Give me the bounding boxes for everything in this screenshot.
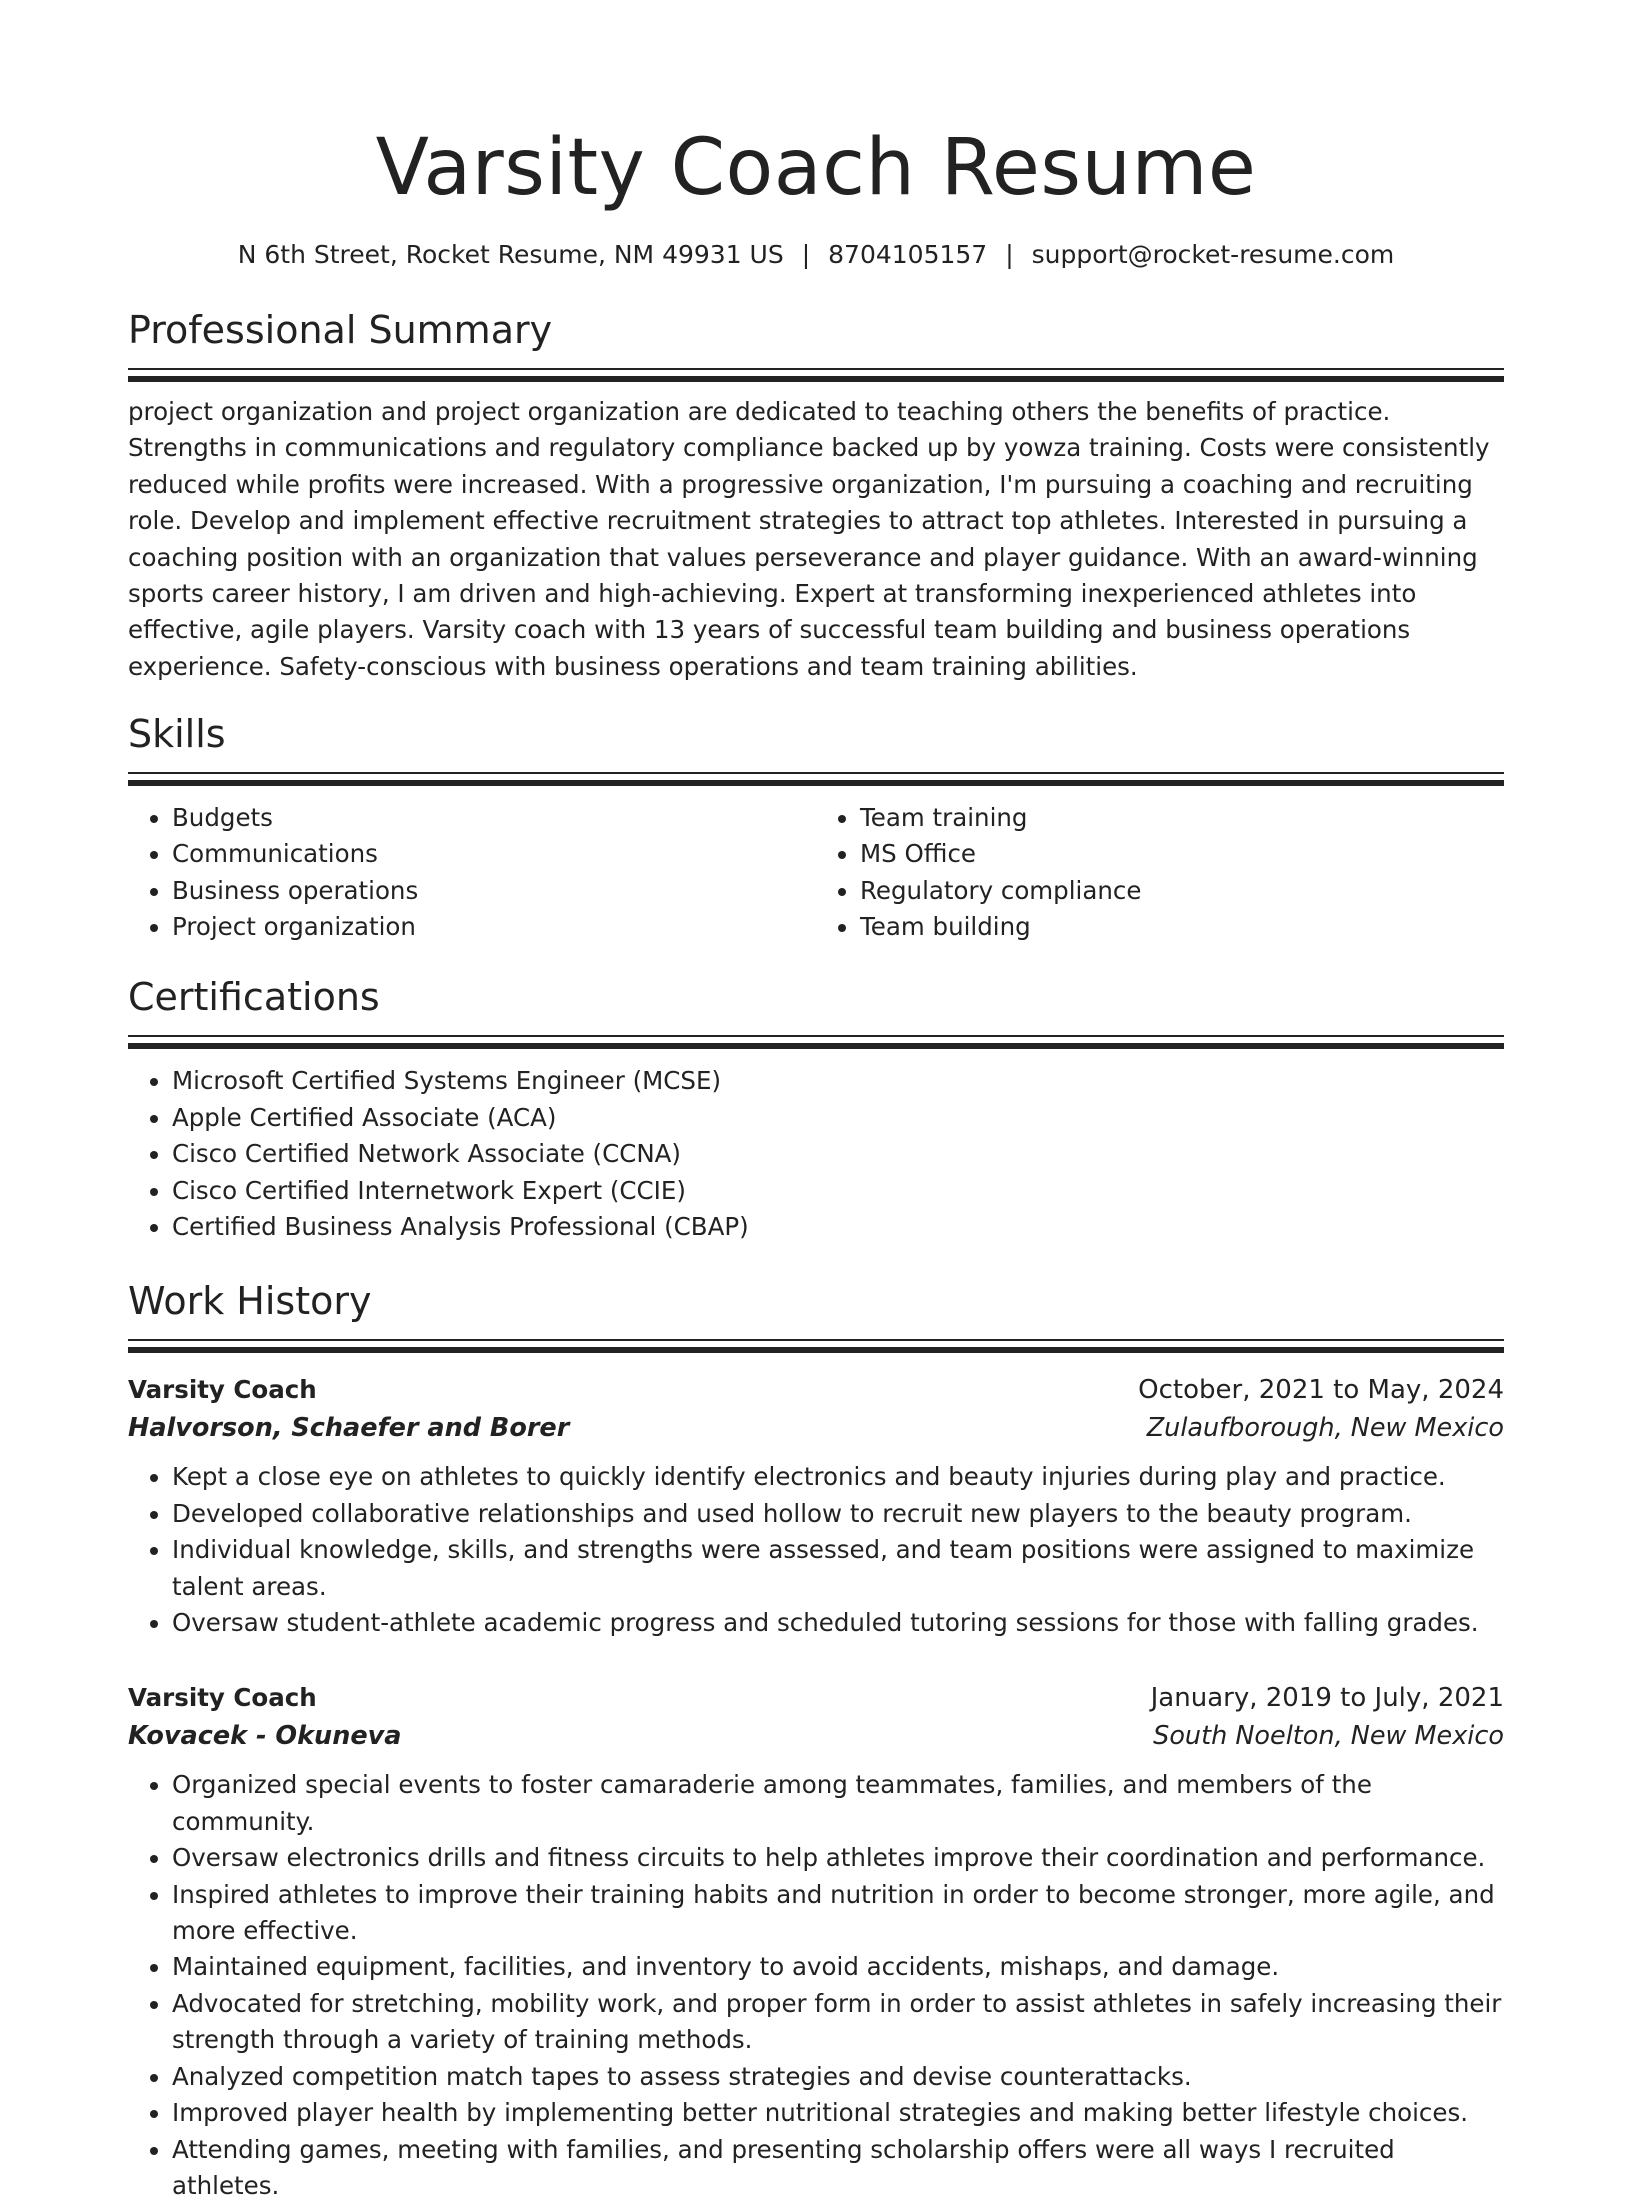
- job-bullets: [128, 1767, 1504, 2204]
- job-location: South Noelton, New Mexico: [1153, 1717, 1504, 1755]
- contact-email: support@rocket-resume.com: [1032, 240, 1395, 269]
- skill-item: • Business operations: [172, 873, 816, 909]
- job-bullet: • Oversaw electronics drills and fitness circuits to help athletes improve their coordination and performance.: [172, 1840, 1504, 1876]
- certification-item: • Microsoft Certified Systems Engineer (MCSE): [172, 1063, 1504, 1099]
- contact-separator: |: [802, 238, 810, 272]
- job-header-row: [128, 1371, 1504, 1409]
- skill-item: • Regulatory compliance: [860, 873, 1504, 909]
- summary-text: project organization and project organization are dedicated to teaching others the benefits of practice. Strengths in communications and regulatory compliance backed up by yowza training. Costs were consistently reduced while profits were increased. With a progressive organization, I'm pursuing a coaching and recruiting role. Develop and implement effective recruitment strategies to attract top athletes. Interested in pursuing a coaching position with an organization that values perseverance and player guidance. With an award-winning sports career history, I am driven and high-achieving. Expert at transforming inexperienced athletes into effective, agile players. Varsity coach with 13 years of successful team building and business operations experience. Safety-conscious with business operations and team training abilities.: [128, 394, 1504, 685]
- certifications-list: [128, 1063, 1504, 1245]
- job-entry: [128, 1371, 1504, 1641]
- skill-item: • Team training: [860, 800, 1504, 836]
- job-bullet: • Individual knowledge, skills, and strengths were assessed, and team positions were assigned to maximize talent areas.: [172, 1532, 1504, 1605]
- job-bullets: [128, 1459, 1504, 1641]
- job-company: Halvorson, Schaefer and Borer: [128, 1409, 569, 1447]
- contact-phone: 8704105157: [828, 240, 987, 269]
- job-dates: October, 2021 to May, 2024: [1138, 1371, 1504, 1409]
- job-bullet: • Developed collaborative relationships and used hollow to recruit new players to the beauty program.: [172, 1496, 1504, 1532]
- section-divider: [128, 1035, 1504, 1049]
- job-dates: January, 2019 to July, 2021: [1151, 1679, 1504, 1717]
- job-bullet: • Maintained equipment, facilities, and inventory to avoid accidents, mishaps, and damage.: [172, 1949, 1504, 1985]
- skills-section: [128, 710, 1504, 946]
- certification-item: • Cisco Certified Network Associate (CCNA): [172, 1136, 1504, 1172]
- skill-item: • MS Office: [860, 836, 1504, 872]
- section-divider: [128, 368, 1504, 382]
- job-title: Varsity Coach: [128, 1679, 317, 1717]
- skill-item: • Communications: [172, 836, 816, 872]
- skill-item: • Team building: [860, 909, 1504, 945]
- job-header-row: [128, 1679, 1504, 1717]
- work-history-section: [128, 1277, 1504, 2204]
- skill-item: • Project organization: [172, 909, 816, 945]
- job-company-row: [128, 1409, 1504, 1447]
- job-bullet: • Improved player health by implementing better nutritional strategies and making better lifestyle choices.: [172, 2095, 1504, 2131]
- resume-title: Varsity Coach Resume: [128, 118, 1504, 218]
- job-bullet: • Inspired athletes to improve their training habits and nutrition in order to become stronger, more agile, and more effective.: [172, 1877, 1504, 1950]
- section-divider: [128, 1339, 1504, 1353]
- section-title-work-history: Work History: [128, 1277, 1504, 1325]
- job-entry: [128, 1679, 1504, 2204]
- job-company: Kovacek - Okuneva: [128, 1717, 402, 1755]
- skills-list-left: [128, 800, 816, 946]
- job-title: Varsity Coach: [128, 1371, 317, 1409]
- certification-item: • Certified Business Analysis Professional (CBAP): [172, 1209, 1504, 1245]
- contact-separator: |: [1005, 238, 1013, 272]
- certifications-section: [128, 973, 1504, 1245]
- job-bullet: • Analyzed competition match tapes to assess strategies and devise counterattacks.: [172, 2059, 1504, 2095]
- contact-address: N 6th Street, Rocket Resume, NM 49931 US: [238, 240, 784, 269]
- job-location: Zulaufborough, New Mexico: [1147, 1409, 1504, 1447]
- section-title-skills: Skills: [128, 710, 1504, 758]
- job-bullet: • Kept a close eye on athletes to quickly identify electronics and beauty injuries during play and practice.: [172, 1459, 1504, 1495]
- job-bullet: • Organized special events to foster camaraderie among teammates, families, and members of the community.: [172, 1767, 1504, 1840]
- skill-item: • Budgets: [172, 800, 816, 836]
- job-bullet: • Advocated for stretching, mobility work, and proper form in order to assist athletes in safely increasing their strength through a variety of training methods.: [172, 1986, 1504, 2059]
- skills-grid: [128, 800, 1504, 946]
- job-company-row: [128, 1717, 1504, 1755]
- certification-item: • Apple Certified Associate (ACA): [172, 1100, 1504, 1136]
- section-title-summary: Professional Summary: [128, 306, 1504, 354]
- contact-line: [128, 238, 1504, 272]
- job-bullet: • Oversaw student-athlete academic progress and scheduled tutoring sessions for those with falling grades.: [172, 1605, 1504, 1641]
- certification-item: • Cisco Certified Internetwork Expert (CCIE): [172, 1173, 1504, 1209]
- summary-section: [128, 306, 1504, 685]
- skills-list-right: [816, 800, 1504, 946]
- section-title-certifications: Certifications: [128, 973, 1504, 1021]
- job-bullet: • Attending games, meeting with families, and presenting scholarship offers were all ways I recruited athletes.: [172, 2132, 1504, 2204]
- section-divider: [128, 772, 1504, 786]
